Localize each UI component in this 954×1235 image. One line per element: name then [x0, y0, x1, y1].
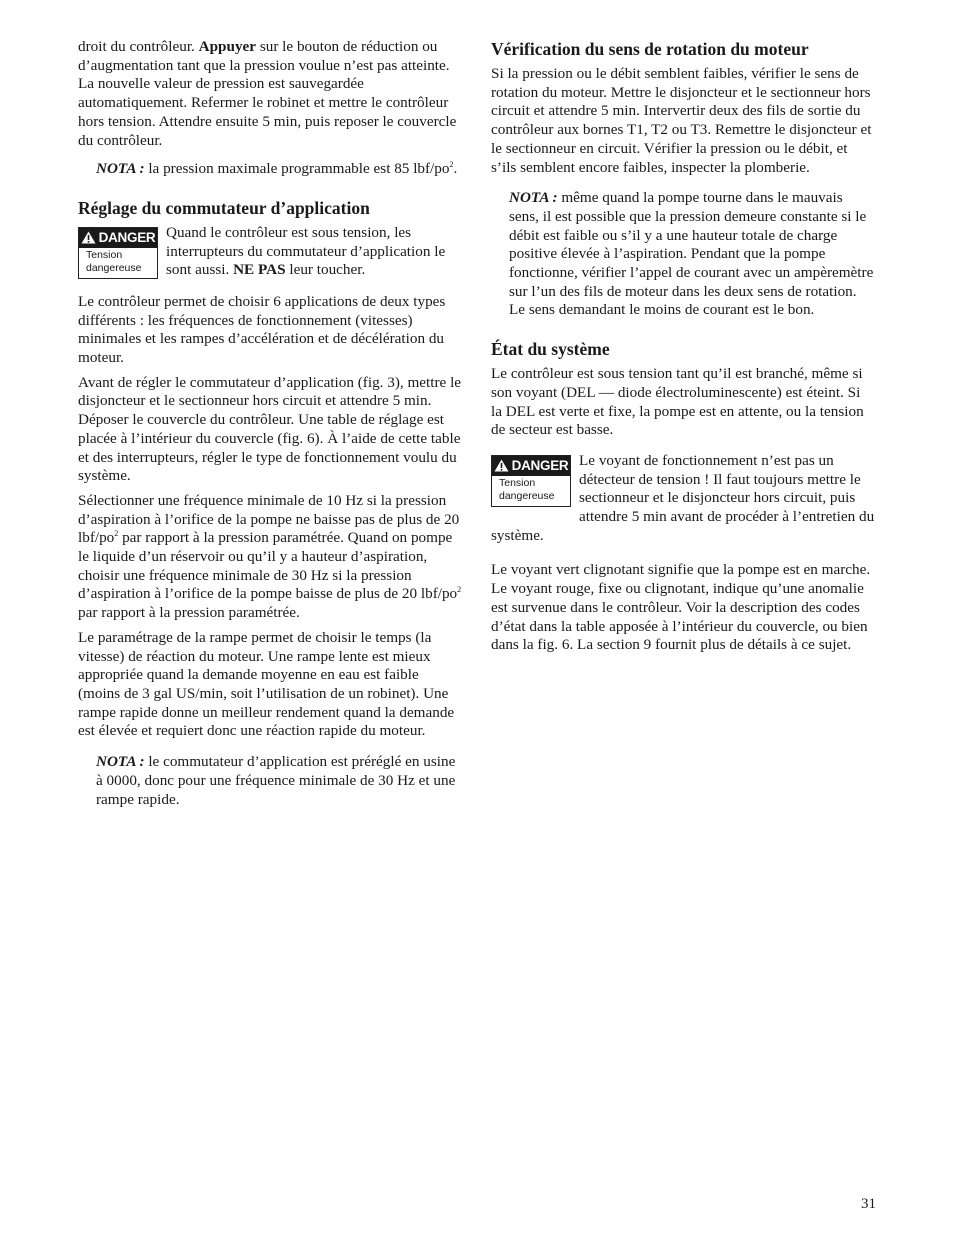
paragraph-applications: Le contrôleur permet de choisir 6 applications de deux types différents : les fréquences de fonctionnement (vitesses) minimales et les rampes d’accélération et de décélération du moteur. [78, 292, 446, 367]
danger-block-2 [491, 452, 875, 546]
paragraph-frequence [78, 492, 464, 623]
danger-header [79, 228, 157, 248]
heading-reglage: Réglage du commutateur d’application [78, 197, 370, 218]
danger-text-a: Quand le contrôleur est sous tension, les interrupteurs du commutateur d’application le sont aussi. [166, 223, 446, 279]
superscript: 2 [114, 529, 119, 539]
left-column [78, 38, 464, 823]
page-number: 31 [861, 1196, 876, 1212]
intro-paragraph [78, 38, 464, 150]
danger-sub-line-2: dangereuse [499, 489, 555, 502]
nota-sens [509, 189, 875, 320]
nota-label: NOTA : [509, 189, 558, 207]
intro-bold: Appuyer [198, 38, 257, 55]
danger-label-box [491, 455, 571, 507]
warning-triangle-icon [81, 231, 96, 244]
nota-text: même quand la pompe tourne dans le mauvais sens, il est possible que la pression demeure constante si le débit est faible ou s’il y a une hauteur totale de charge positive élevée à l’aspiration. Pendant que la pompe fonctionne, vérifier l’appel de courant avec un ampèremètre sur l’un des fils de moteur dans les deux sens de rotation. Le sens demandant le moins de courant est le bon. [509, 189, 874, 319]
nota-label: NOTA : [96, 160, 145, 178]
superscript: 2 [457, 585, 462, 595]
danger-text-bold: NE PAS [233, 261, 286, 279]
freq-text-b: par rapport à la pression paramétrée. Quand on pompe le liquide d’un réservoir ou qu’il y a hauteur d’aspiration, choisir une fréquence minimale de 30 Hz si la pression d’aspiration à l’orifice de la pompe baisse de plus de 20 lbf/po [78, 529, 458, 603]
danger-block-1 [78, 224, 464, 281]
freq-text-a: Sélectionner une fréquence minimale de 10 Hz si la pression d’aspiration à l’orifice de la pompe ne baisse pas de plus de 20 lbf/po [78, 491, 460, 547]
right-column [491, 38, 875, 661]
danger-sub-line-1: Tension [499, 476, 536, 489]
warning-triangle-icon [494, 459, 509, 472]
danger-text-2: Le voyant de fonctionnement n’est pas un détecteur de tension ! Il faut toujours mettre le sectionneur et le disjoncteur hors circuit, puis attendre 5 min avant de procéder à l’entretien du système. [491, 451, 875, 544]
paragraph-etat: Le contrôleur est sous tension tant qu’il est branché, même si son voyant (DEL — diode électroluminescente) est éteint. Si la DEL est verte et fixe, la pompe est en attente, ou la tension de secteur est basse. [491, 365, 864, 439]
heading-etat: État du système [491, 339, 610, 360]
danger-subtext [79, 248, 157, 275]
nota-commutateur [96, 753, 464, 809]
danger-text-b: leur toucher. [285, 261, 366, 279]
paragraph-avant-regler: Avant de régler le commutateur d’application (fig. 3), mettre le disjoncteur et le sectionneur hors circuit et attendre 5 min. Déposer le couvercle du contrôleur. Une table de réglage est placée à l’intérieur du couvercle (fig. 6). À l’aide de cette table et des interrupteurs, régler le type de fonctionnement voulu du système. [78, 373, 462, 485]
danger-header [492, 456, 570, 476]
intro-text-2: sur le bouton de réduction ou d’augmentation tant que la pression voulue n’est pas atteinte. La nouvelle valeur de pression est sauvegardée automatiquement. Refermer le robinet et mettre le contrôleur hors tension. Attendre ensuite 5 min, puis reposer le couvercle du contrôleur. [78, 38, 457, 149]
superscript: 2 [449, 160, 454, 170]
paragraph-verification: Si la pression ou le débit semblent faibles, vérifier le sens de rotation du moteur. Mettre le disjoncteur et le sectionneur hors circuit et attendre 5 min. Intervertir deux des fils de sortie du contrôleur aux bornes T1, T2 ou T3. Remettre le disjoncteur et le sectionneur en circuit. Vérifier la pression ou le débit, et s’ils semblent encore faibles, inspecter la plomberie. [491, 65, 872, 176]
danger-word: DANGER [98, 230, 156, 246]
danger-sub-line-2: dangereuse [86, 261, 142, 274]
nota-text: le commutateur d’application est préréglé en usine à 0000, donc pour une fréquence minimale de 30 Hz et une rampe rapide. [96, 753, 456, 808]
danger-subtext [492, 476, 570, 503]
paragraph-rampe: Le paramétrage de la rampe permet de choisir le temps (la vitesse) de réaction du moteur. Une rampe lente est mieux appropriée quand la demande moyenne en eau est faible (moins de 3 gal US/min, soit l’utilisation de un robinet). Une rampe rapide donne un meilleur rendement quand la demande est élevée et requiert donc une réaction rapide du moteur. [78, 628, 455, 740]
freq-text-c: par rapport à la pression paramétrée. [78, 604, 300, 622]
heading-verification: Vérification du sens de rotation du moteur [491, 39, 809, 59]
nota-pression [96, 160, 464, 179]
danger-label-box [78, 227, 158, 279]
intro-text-1: droit du contrôleur. [78, 38, 199, 55]
danger-sub-line-1: Tension [86, 248, 123, 261]
nota-end: . [453, 160, 458, 178]
paragraph-voyant: Le voyant vert clignotant signifie que la pompe est en marche. Le voyant rouge, fixe ou clignotant, indique qu’une anomalie est survenue dans le contrôleur. Voir la description des codes d’état dans la table apposée à l’intérieur du couvercle, ou bien dans la fig. 6. La section 9 fournit plus de détails à ce sujet. [491, 561, 871, 654]
nota-text: la pression maximale programmable est 85 lbf/po [144, 160, 450, 178]
danger-word: DANGER [511, 458, 569, 474]
nota-label: NOTA : [96, 753, 145, 771]
